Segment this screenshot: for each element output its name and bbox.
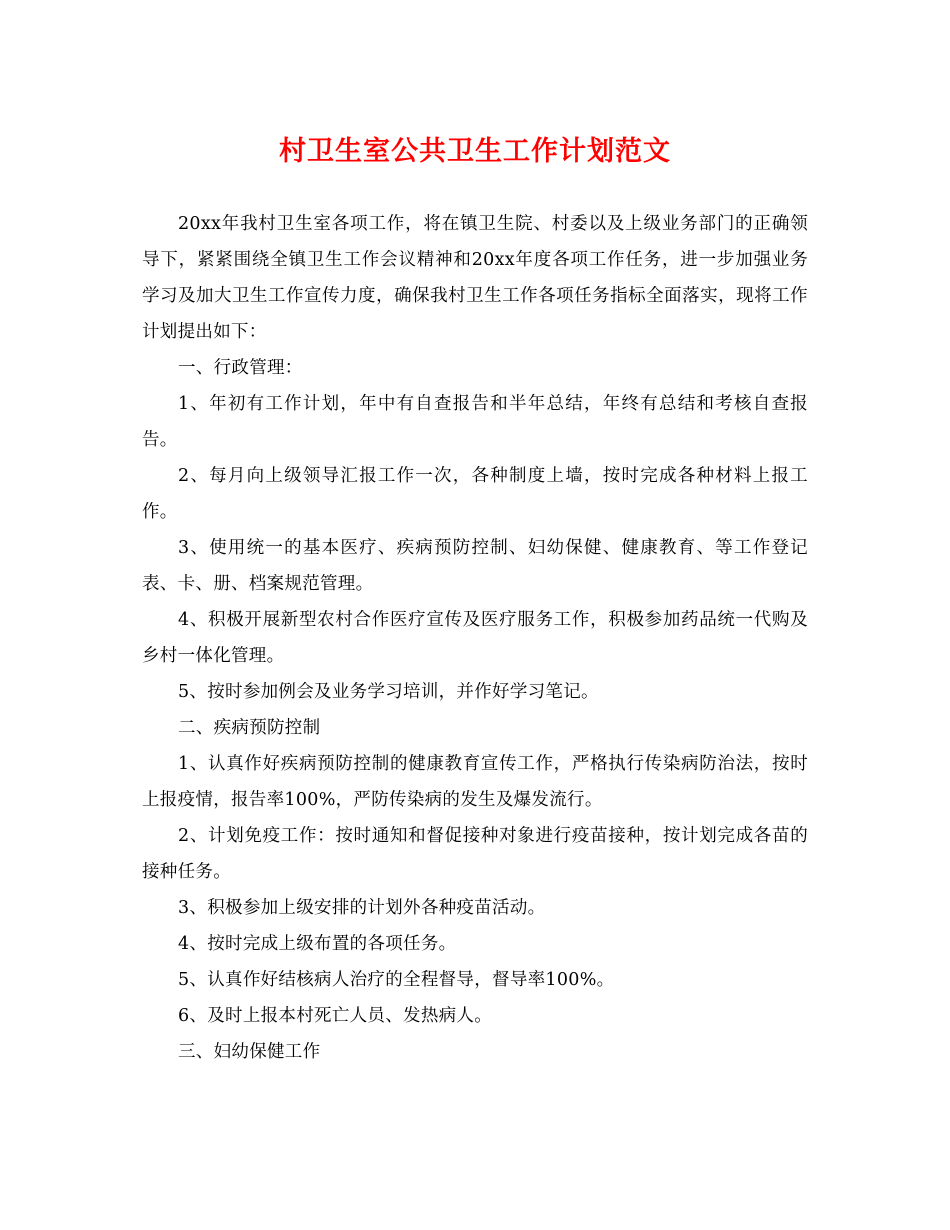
list-item: 1、年初有工作计划，年中有自查报告和半年总结，年终有总结和考核自查报告。 [142,394,808,450]
list-item: 2、每月向上级领导汇报工作一次，各种制度上墙，按时完成各种材料上报工作。 [142,466,808,522]
intro-paragraph: 20xx年我村卫生室各项工作，将在镇卫生院、村委以及上级业务部门的正确领导下，紧紧围绕全镇卫生工作会议精神和20xx年度各项工作任务，进一步加强业务学习及加大卫生工作宣传力度，确保我村卫生工作各项任务指标全面落实，现将工作计划提出如下： [142,214,808,342]
section-heading-disease-control: 二、疾病预防控制 [178,718,321,738]
section-heading-admin: 一、行政管理： [178,358,303,378]
list-item: 4、按时完成上级布置的各项任务。 [178,934,457,954]
list-item: 3、积极参加上级安排的计划外各种疫苗活动。 [178,898,546,918]
list-item: 6、及时上报本村死亡人员、发热病人。 [178,1006,493,1026]
list-item: 5、按时参加例会及业务学习培训，并作好学习笔记。 [178,682,599,702]
section-heading-maternal-child: 三、妇幼保健工作 [178,1042,321,1062]
list-item: 4、积极开展新型农村合作医疗宣传及医疗服务工作，积极参加药品统一代购及乡村一体化管理。 [142,610,808,666]
list-item: 1、认真作好疾病预防控制的健康教育宣传工作，严格执行传染病防治法，按时上报疫情，报告率100%，严防传染病的发生及爆发流行。 [142,754,808,810]
list-item: 2、计划免疫工作：按时通知和督促接种对象进行疫苗接种，按计划完成各苗的接种任务。 [142,826,808,882]
list-item: 5、认真作好结核病人治疗的全程督导，督导率100%。 [178,970,615,990]
list-item: 3、使用统一的基本医疗、疾病预防控制、妇幼保健、健康教育、等工作登记表、卡、册、档案规范管理。 [142,538,808,594]
document-body [142,206,808,1070]
document-title: 村卫生室公共卫生工作计划范文 [279,136,671,167]
